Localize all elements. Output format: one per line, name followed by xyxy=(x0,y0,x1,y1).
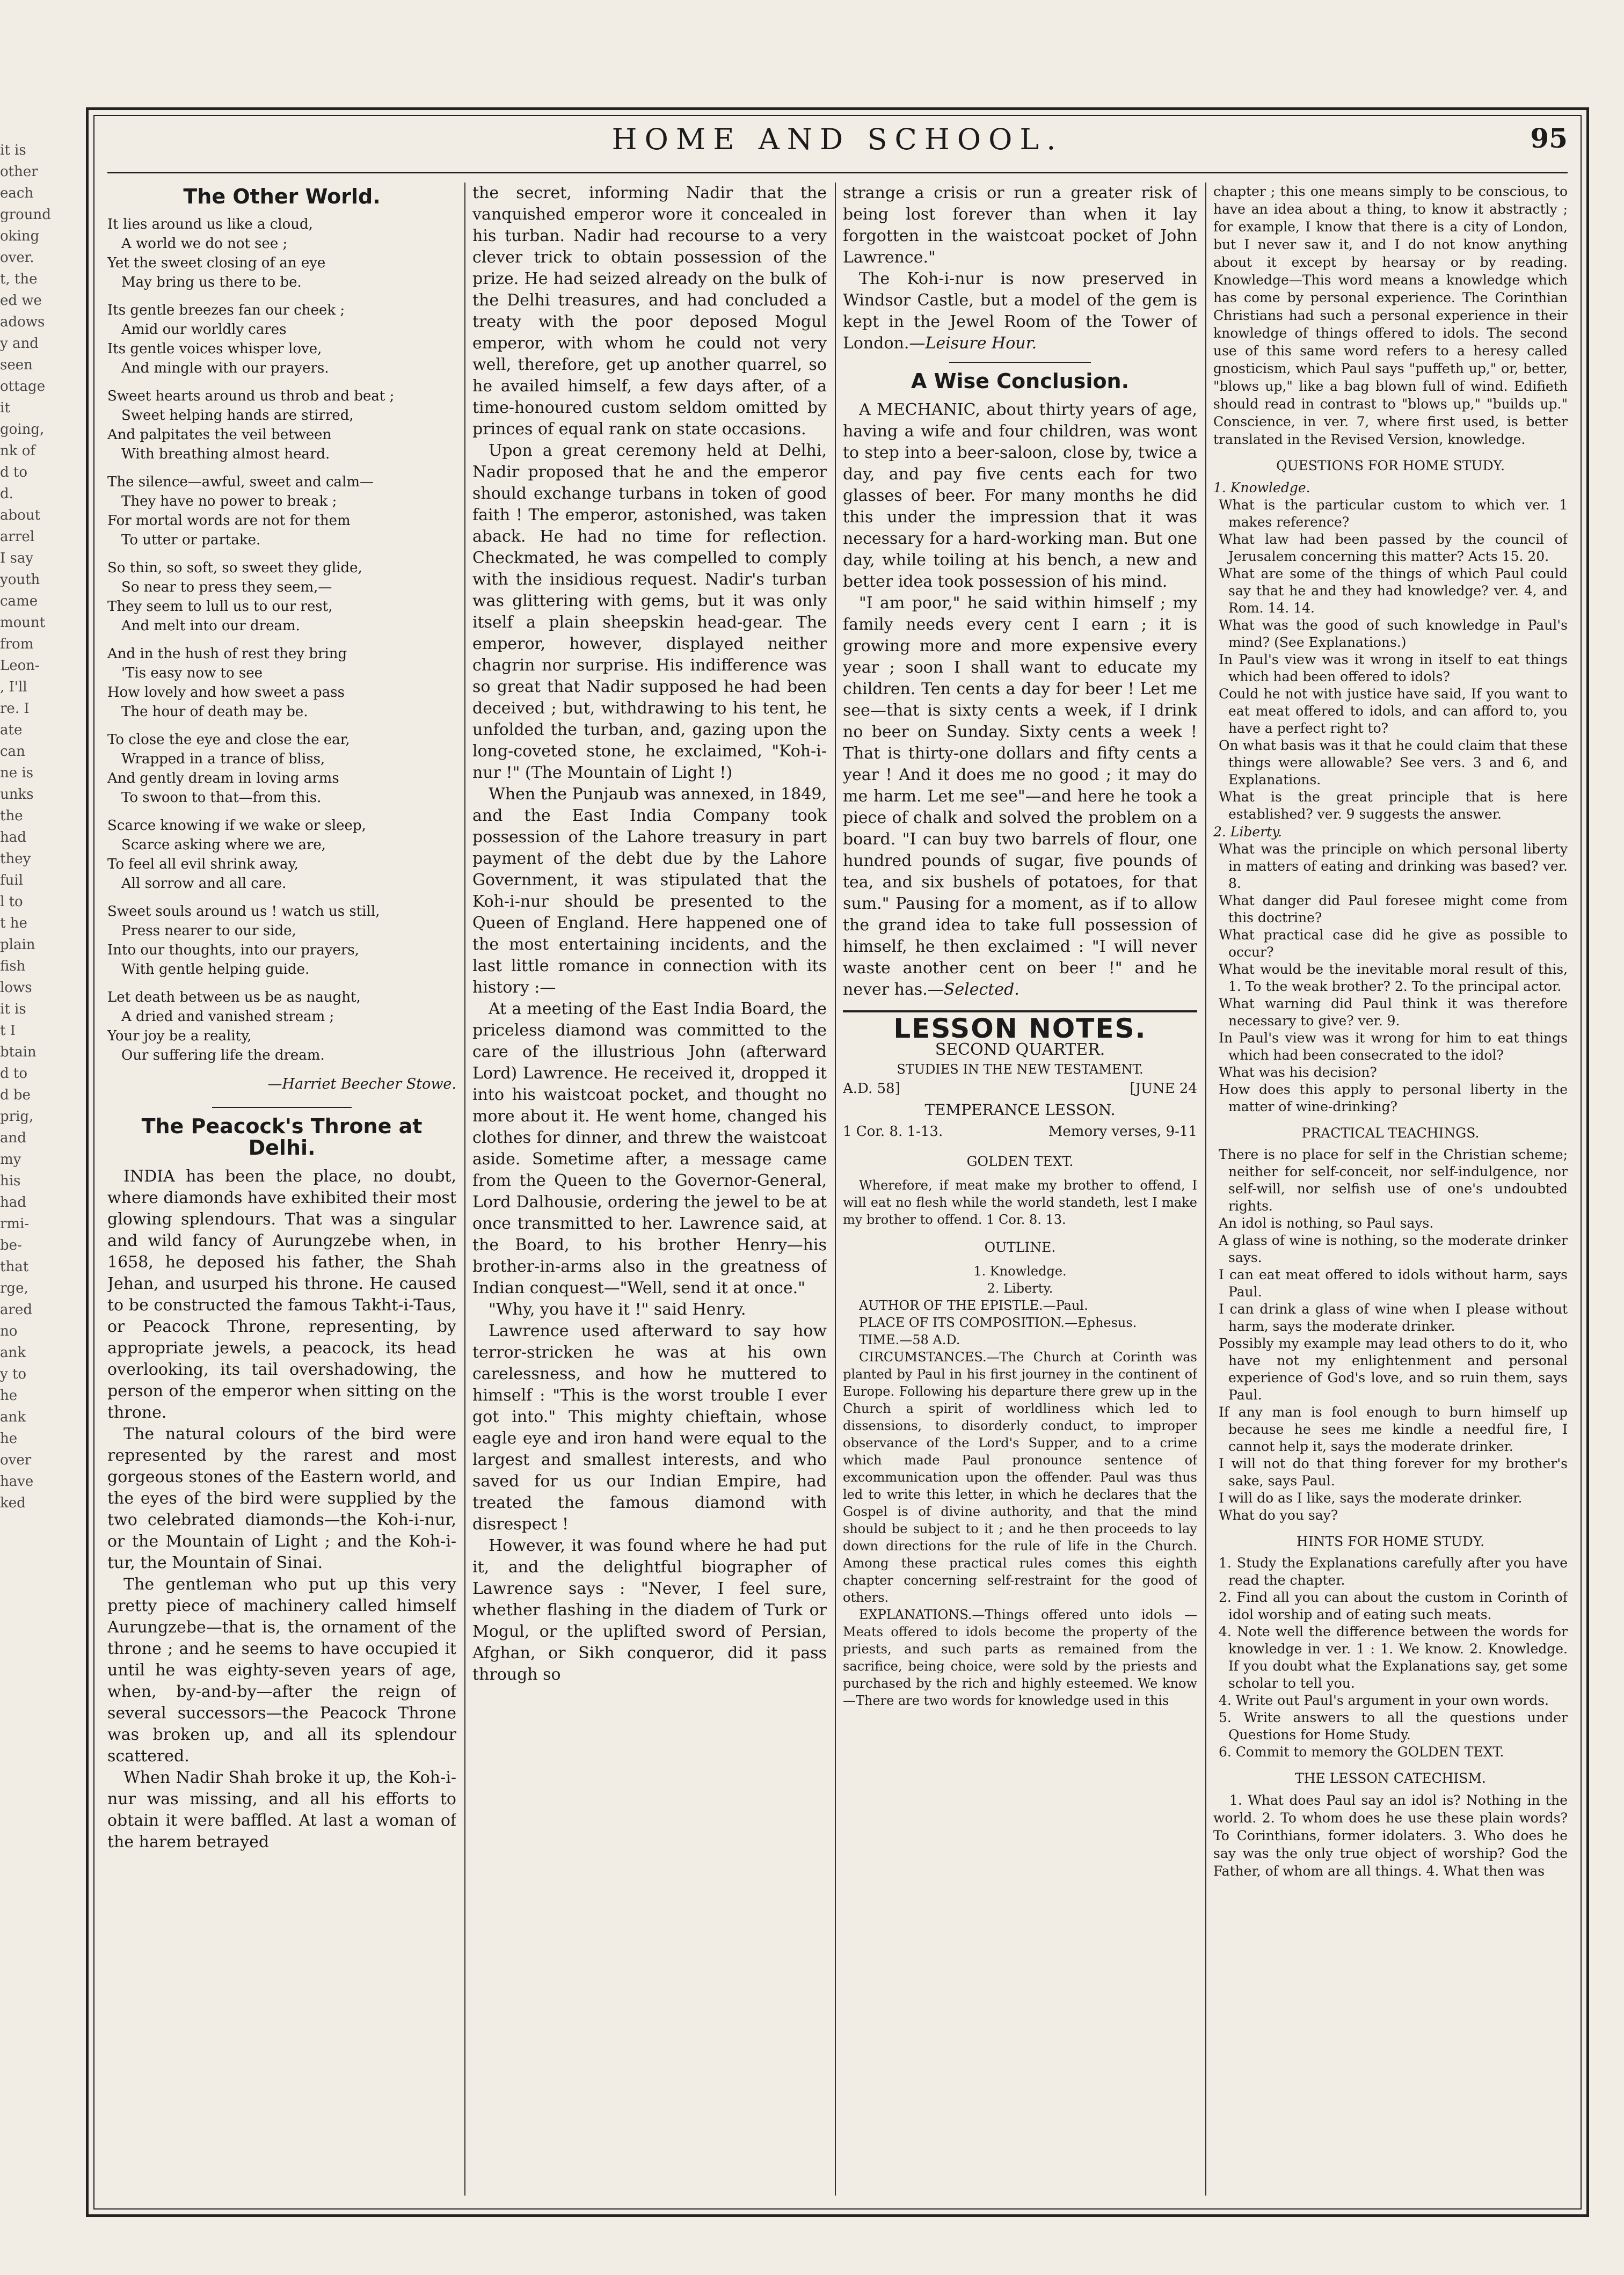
golden-text: Wherefore, if meat make my brother to offend, I will eat no flesh while the world standeth, lest I make my brother to offend. 1 Cor. 8. 13. xyxy=(843,1178,1197,1227)
outline-item: 2. Liberty. xyxy=(987,1281,1053,1296)
margin-fragment: from xyxy=(0,636,34,652)
poem-line: To swoon to that—from this. xyxy=(121,790,322,806)
poem-line: They seem to lull us to our rest, xyxy=(107,599,333,615)
margin-fragment: my xyxy=(0,1151,21,1168)
margin-fragment: Leon- xyxy=(0,658,40,674)
margin-fragment: his xyxy=(0,1173,21,1189)
paragraph: chapter ; this one means simply to be conscious, to have an idea about a thing, to know it abstractly ; for example, I know that there is a city of London, but I never saw it, and I do not know anything about it except by hearsay or by reading. Knowledge—This word means a knowledge which has come by personal experience. The Corinthian Christians had such a personal experience in their knowledge of things offered to idols. The second use of this same word refers to a heresy called gnosticism, which Paul says "puffeth up," or, better, "blows up," like a bag blown full of wind. Edifieth should read in contrast to "blows up," "builds up." Conscience, in ver. 7, where first used, is better translated in the Revised Version, knowledge. xyxy=(1213,184,1568,447)
page-header xyxy=(107,122,1568,165)
margin-fragment: be- xyxy=(0,1237,22,1253)
question-item: What law had been passed by the council of Jerusalem concerning this matter? Acts 15. 20. xyxy=(1219,531,1568,564)
question-item: What would be the inevitable moral result of this, 1. To the weak brother? 2. To the principal actor. xyxy=(1219,961,1568,994)
margin-fragment: had xyxy=(0,1194,26,1211)
poem-line: Scarce asking where we are, xyxy=(121,837,326,853)
poem-stanza xyxy=(107,644,456,721)
poem-line: Its gentle breezes fan our cheek ; xyxy=(107,302,345,318)
margin-fragment: rmi- xyxy=(0,1216,30,1232)
article-title-wise: A Wise Conclusion. xyxy=(911,369,1130,393)
poem-line: A world we do not see ; xyxy=(121,236,288,252)
poem-stanza xyxy=(107,472,456,550)
question-item: How does this apply to personal liberty in the matter of wine-drinking? xyxy=(1219,1082,1568,1114)
margin-fragment: and xyxy=(0,1130,26,1146)
page-number: 95 xyxy=(1530,122,1568,154)
margin-fragment: have xyxy=(0,1474,34,1490)
margin-fragment: d to xyxy=(0,464,28,480)
margin-fragment: oking xyxy=(0,228,40,244)
lesson-explanations: EXPLANATIONS.—Things offered unto idols —Meats offered to idols become the property of the priests, and such parts as remained from the sacrifice, being choice, were sold by the priests and purchased by the rich and highly esteemed. We know—There are two words for knowledge used in this xyxy=(843,1607,1197,1708)
margin-fragment: he xyxy=(0,1388,18,1404)
hint-item: 6. Commit to memory the GOLDEN TEXT. xyxy=(1219,1744,1504,1760)
column-divider xyxy=(1205,183,1206,2196)
poem-line: They have no power to break ; xyxy=(121,493,337,509)
question-item: What is the particular custom to which ver. 1 makes reference? xyxy=(1219,497,1568,530)
margin-fragment: over. xyxy=(0,250,34,266)
poem-line: Scarce knowing if we wake or sleep, xyxy=(107,818,366,834)
margin-fragment: ate xyxy=(0,722,23,738)
poem-line: Yet the sweet closing of an eye xyxy=(107,255,326,271)
poem-line: It lies around us like a cloud, xyxy=(107,216,313,232)
poem-line: And gently dream in loving arms xyxy=(107,770,339,786)
question-item: What practical case did he give as possible to occur? xyxy=(1219,927,1568,960)
lesson-title: LESSON NOTES. xyxy=(893,1013,1147,1044)
margin-fragment: going, xyxy=(0,421,45,438)
poem-line: The hour of death may be. xyxy=(121,704,308,720)
lesson-place: PLACE OF ITS COMPOSITION.—Ephesus. xyxy=(859,1315,1137,1330)
question-item: What are some of the things of which Paul could say that he and they had knowledge? ver. 4, and Rom. 14. 14. xyxy=(1219,566,1568,616)
poem-line: And in the hush of rest they bring xyxy=(107,646,347,662)
source-credit: —Leisure Hour. xyxy=(909,334,1037,353)
margin-fragment: ked xyxy=(0,1495,26,1511)
outline-item: 1. Knowledge. xyxy=(973,1264,1067,1279)
poem-stanza xyxy=(107,558,456,636)
margin-fragment: rge, xyxy=(0,1280,28,1296)
margin-fragment: that xyxy=(0,1259,29,1275)
poem-line: To feel all evil shrink away, xyxy=(107,856,298,872)
lesson-notes-box xyxy=(843,1010,1197,1709)
margin-fragment: had xyxy=(0,829,26,845)
question-item: Could he not with justice have said, If you want to eat meat offered to idols, and can afford to, you have a perfect right to? xyxy=(1219,686,1568,736)
margin-fragment: l to xyxy=(0,894,23,910)
hints-heading: HINTS FOR HOME STUDY. xyxy=(1296,1534,1485,1549)
practical-item: Possibly my example may lead others to do it, who have not my enlightenment and personal experience of God's love, and so ruin them, says Paul. xyxy=(1219,1336,1568,1403)
lesson-author: AUTHOR OF THE EPISTLE.—Paul. xyxy=(859,1298,1088,1313)
poem-stanza xyxy=(107,816,456,893)
practical-item: I will do as I like, says the moderate drinker. xyxy=(1219,1490,1523,1506)
lesson-ref-left: 1 Cor. 8. 1-13. xyxy=(843,1124,943,1140)
poem-line: A dried and vanished stream ; xyxy=(121,1009,334,1025)
margin-fragment: y and xyxy=(0,336,39,352)
poem-line: Sweet helping hands are stirred, xyxy=(121,407,354,424)
question-item: What was the good of such knowledge in Paul's mind? (See Explanations.) xyxy=(1219,617,1568,650)
question-item: What was his decision? xyxy=(1219,1064,1377,1080)
poem-line: Your joy be a reality, xyxy=(107,1028,252,1044)
hint-item: 2. Find all you can about the custom in Corinth of idol worship and of eating such meats. xyxy=(1219,1589,1568,1622)
poem-line: Our suffering life the dream. xyxy=(121,1047,325,1063)
poem-line: May bring us there to be. xyxy=(121,274,302,290)
margin-fragment: ottage xyxy=(0,378,46,395)
golden-text-heading: GOLDEN TEXT. xyxy=(966,1154,1074,1169)
margin-fragment: prig, xyxy=(0,1109,34,1125)
margin-fragment: t he xyxy=(0,915,27,931)
margin-fragment: unks xyxy=(0,786,34,803)
margin-fragment: ground xyxy=(0,207,51,223)
section-divider xyxy=(949,362,1091,363)
margin-fragment: plain xyxy=(0,937,35,953)
practical-item: I will not do that thing forever for my brother's sake, says Paul. xyxy=(1219,1456,1568,1489)
practical-item: What do you say? xyxy=(1219,1507,1338,1523)
margin-fragment: d to xyxy=(0,1066,28,1082)
margin-fragment: other xyxy=(0,164,38,180)
hint-item: 1. Study the Explanations carefully after you have read the chapter. xyxy=(1219,1555,1568,1588)
article-title-peacock: The Peacock's Throne at Delhi. xyxy=(141,1114,423,1160)
question-item: What warning did Paul think it was therefore necessary to give? ver. 9. xyxy=(1219,996,1568,1029)
paragraph: strange a crisis or run a greater risk of being lost forever than when it lay forgotten in the waistcoat pocket of John Lawrence." xyxy=(843,184,1197,267)
lesson-date-left: A.D. 58] xyxy=(843,1081,900,1097)
poem-stanza xyxy=(107,730,456,807)
margin-fragment: t, the xyxy=(0,271,38,287)
poem-line: For mortal words are not for them xyxy=(107,513,351,529)
lesson-ref-row xyxy=(843,1121,1197,1142)
margin-fragment: adows xyxy=(0,314,45,330)
hint-item: 4. Note well the difference between the words for knowledge in ver. 1 : 1. We know. 2. Knowledge. If you doubt what the Explanations say, get some scholar to tell you. xyxy=(1219,1624,1568,1691)
poem-line: How lovely and how sweet a pass xyxy=(107,684,345,701)
poem-line: To close the eye and close the ear, xyxy=(107,732,350,748)
poem-line: With breathing almost heard. xyxy=(121,446,330,462)
paragraph: Upon a great ceremony held at Delhi, Nadir proposed that he and the emperor should exchange turbans in token of good faith ! The emperor, astonished, was taken aback. He had no time for reflection. Checkmated, he was compelled to comply with the insidious request. Nadir's turban was glittering with gems, but it was only itself a plain sheepskin head-gear. The emperor, however, displayed neither chagrin nor surprise. His indifference was so great that Nadir supposed he had been deceived ; but, withdrawing to his tent, he unfolded the turban, and, gazing upon the long-coveted stone, he exclaimed, "Koh-i-nur !" (The Mountain of Light !) xyxy=(472,441,827,782)
margin-fragment: y to xyxy=(0,1366,27,1382)
paragraph: When the Punjaub was annexed, in 1849, and the East India Company took possession of the Lahore treasury in part payment of the debt due by the Lahore Government, it was stipulated that the Koh-i-nur should be presented to the Queen of England. Here happened one of the most entertaining incidents, and the last little romance in connection with its history :— xyxy=(472,785,827,997)
margin-fragment: d be xyxy=(0,1087,31,1103)
column-1 xyxy=(107,183,456,2196)
left-page-margin-fragments xyxy=(0,140,64,1514)
poem-stanza xyxy=(107,387,456,464)
header-rule xyxy=(107,172,1568,173)
newspaper-page xyxy=(86,107,1589,2217)
poem-body xyxy=(107,215,456,1065)
margin-fragment: , I'll xyxy=(0,679,27,695)
margin-fragment: the xyxy=(0,808,23,824)
poem-author: —Harriet Beecher Stowe. xyxy=(267,1076,456,1092)
lesson-time: TIME.—58 A.D. xyxy=(859,1332,960,1347)
poem-line: To utter or partake. xyxy=(121,532,261,548)
margin-fragment: ne is xyxy=(0,765,34,781)
question-item: What is the great principle that is here established? ver. 9 suggests the answer. xyxy=(1219,789,1568,822)
margin-fragment: mount xyxy=(0,615,46,631)
margin-fragment: about xyxy=(0,507,40,523)
margin-fragment: t I xyxy=(0,1023,16,1039)
column-divider xyxy=(835,183,836,2196)
catechism-text: 1. What does Paul say an idol is? Nothing in the world. 2. To whom does he use these plain words? To Corinthians, former idolaters. 3. Who does he say was the only true object of worship? God the Father, of whom are all things. 4. What then was xyxy=(1213,1792,1568,1879)
poem-line: And melt into our dream. xyxy=(121,618,300,634)
margin-fragment: can xyxy=(0,743,25,760)
practical-item: I can eat meat offered to idols without harm, says Paul. xyxy=(1219,1267,1568,1300)
margin-fragment: he xyxy=(0,1431,18,1447)
paragraph: the secret, informing Nadir that the vanquished emperor wore it concealed in his turban. Nadir had recourse to a very clever trick to obtain possession of the prize. He had seized already on the bulk of the Delhi treasures, and had concluded a treaty with the poor deposed Mogul emperor, with whom he could not very well, therefore, get up another quarrel, so he availed himself, a few days after, of a time-honoured custom seldom omitted by princes of equal rank on state occasions. xyxy=(472,184,827,439)
poem-stanza xyxy=(107,988,456,1065)
margin-fragment: ed we xyxy=(0,293,42,309)
margin-fragment: fuil xyxy=(0,872,23,888)
paragraph: Lawrence used afterward to say how terror-stricken he was at his own carelessness, and how he muttered to himself : "This is the worst trouble I ever got into." This mighty chieftain, whose eagle eye and iron hand were equal to the largest and smallest interests, and who saved for us our Indian Empire, had treated the famous diamond with disrespect ! xyxy=(472,1322,827,1534)
poem-line: Sweet hearts around us throb and beat ; xyxy=(107,388,395,404)
paragraph: However, it was found where he had put it, and the delightful biographer of Lawrence says : "Never, I feel sure, whether flashing in the diadem of Turk or Mogul, or the uplifted sword of Persian, Afghan, or Sikh conqueror, did it pass through so xyxy=(472,1536,827,1684)
lesson-name: TEMPERANCE LESSON. xyxy=(924,1101,1116,1119)
poem-line: Wrapped in a trance of bliss, xyxy=(121,751,325,767)
article-body-peacock xyxy=(107,1166,456,1853)
column-4 xyxy=(1213,183,1568,2196)
margin-fragment: I say xyxy=(0,550,34,566)
poem-line: So thin, so soft, so sweet they glide, xyxy=(107,560,362,576)
poem-line: Press nearer to our side, xyxy=(121,923,296,939)
poem-line: With gentle helping guide. xyxy=(121,961,310,978)
paragraph xyxy=(843,593,1197,1001)
questions-heading: QUESTIONS FOR HOME STUDY. xyxy=(1276,458,1505,473)
margin-fragment: came xyxy=(0,593,38,609)
margin-fragment: youth xyxy=(0,572,40,588)
question-list xyxy=(1213,841,1568,1115)
paragraph: A MECHANIC, about thirty years of age, having a wife and four children, was wont to step into a beer-saloon, close by, twice a day, and pay five cents each for two glasses of beer. For many months he did this under the impression that it was necessary for a hard-working man. But one day, while toiling at his bench, a new and better idea took possession of his mind. xyxy=(843,400,1197,591)
margin-fragment: ank xyxy=(0,1345,26,1361)
practical-list xyxy=(1213,1146,1568,1524)
margin-fragment: ared xyxy=(0,1302,32,1318)
margin-fragment: it is xyxy=(0,142,26,158)
paragraph: "Why, you have it !" said Henry. xyxy=(489,1300,746,1319)
question-item: On what basis was it that he could claim that these things were allowable? See vers. 3 and 6, and Explanations. xyxy=(1219,738,1568,788)
poem-title: The Other World. xyxy=(183,185,381,208)
paragraph: The natural colours of the bird were represented by the rarest and most gorgeous stones of the Eastern world, and the eyes of the bird were supplied by the two celebrated diamonds—the Koh-i-nur, or the Mountain of Light ; and the Koh-i-tur, the Mountain of Sinai. xyxy=(107,1425,456,1572)
margin-fragment: they xyxy=(0,851,31,867)
poem-line: And palpitates the veil between xyxy=(107,427,332,443)
column-2 xyxy=(472,183,827,2196)
poem-line: Its gentle voices whisper love, xyxy=(107,341,322,357)
lesson-studies: STUDIES IN THE NEW TESTAMENT. xyxy=(897,1062,1144,1077)
hint-item: 4. Write out Paul's argument in your own words. xyxy=(1219,1693,1549,1708)
lesson-circumstances: CIRCUMSTANCES.—The Church at Corinth was planted by Paul in his first journey in the continent of Europe. Following his departure there grew up in the Church a spirit of worldliness which led to dissensions, to disorderly conduct, to improper observance of the Lord's Supper, and to a crime which made Paul pronounce sentence of excommunication upon the offender. Paul was thus led to write this letter, in which he declares that the Gospel is of divine authority, and that the mind should be subject to it ; and he then proceeds to lay down directions for the rule of life in the Church. Among these practical rules comes this eighth chapter concerning self-restraint for the good of others. xyxy=(843,1350,1197,1605)
paragraph: At a meeting of the East India Board, the priceless diamond was committed to the care of the illustrious John (afterward Lord) Lawrence. He received it, dropped it into his waistcoat pocket, and thought no more about it. He went home, changed his clothes for dinner, and threw the waistcoat aside. Sometime after, a message came from the Queen to the Governor-General, Lord Dalhousie, ordering the jewel to be at once transmitted to her. Lawrence said, at the Board, to his brother Henry—his brother-in-arms also in the greatness of Indian conquest—"Well, send it at once." xyxy=(472,1000,827,1297)
practical-item: An idol is nothing, so Paul says. xyxy=(1219,1215,1434,1231)
margin-fragment: arrel xyxy=(0,529,35,545)
hints-list xyxy=(1213,1555,1568,1761)
practical-heading: PRACTICAL TEACHINGS. xyxy=(1301,1125,1480,1141)
column-divider xyxy=(464,183,465,2196)
question-item: In Paul's view was it wrong in itself to eat things which had been offered to idols? xyxy=(1219,652,1568,684)
margin-fragment: it xyxy=(0,400,10,416)
poem-line: 'Tis easy now to see xyxy=(121,665,263,681)
column-3 xyxy=(843,183,1197,2196)
poem-stanza xyxy=(107,301,456,378)
outline-heading: OUTLINE. xyxy=(984,1239,1056,1255)
paragraph-text: "I am poor," he said within himself ; my family needs every cent I earn ; it is growing more and more expensive every year ; soon I shall want to educate my children. Ten cents a day for beer ! Let me see—that is sixty cents a week, if I drink no beer on Sunday. Sixty cents a week ! That is thirty-one dollars and fifty cents a year ! And it does me no good ; it may do me harm. Let me see"—and here he took a piece of chalk and solved the problem on a board. "I can buy two barrels of flour, one hundred pounds of sugar, five pounds of tea, and six bushels of potatoes, for that sum." Pausing for a moment, as if to allow the grand idea to take full possession of himself, he then exclaimed : "I will never waste another cent on beer !" and he never has. xyxy=(843,594,1197,999)
poem-line: All sorrow and all care. xyxy=(121,876,287,892)
question-item: What danger did Paul foresee might come from this doctrine? xyxy=(1219,893,1568,925)
margin-fragment: btain xyxy=(0,1044,37,1060)
practical-item: There is no place for self in the Christian scheme; neither for self-conceit, nor self-indulgence, nor self-will, nor selfish use of one's undoubted rights. xyxy=(1219,1147,1568,1214)
lesson-quarter: SECOND QUARTER. xyxy=(935,1040,1105,1059)
questions-subhead: 2. Liberty. xyxy=(1213,824,1282,840)
margin-fragment: each xyxy=(0,185,34,201)
margin-fragment: nk of xyxy=(0,443,36,459)
question-item: What was the principle on which personal liberty in matters of eating and drinking was based? ver. 8. xyxy=(1219,841,1568,891)
paragraph-text: The Koh-i-nur is now preserved in Windsor Castle, but a model of the gem is kept in the Jewel Room of the Tower of London. xyxy=(843,269,1197,353)
paragraph: INDIA has been the place, no doubt, where diamonds have exhibited their most glowing splendours. That was a singular and wild fancy of Aurungzebe when, in 1658, he deposed his father, the Shah Jehan, and usurped his throne. He caused to be constructed the famous Takht-i-Taus, or Peacock Throne, representing, by appropriate jewels, a peacock, its head overlooking, its tail overshadowing, the person of the emperor when sitting on the throne. xyxy=(107,1167,456,1422)
margin-fragment: ank xyxy=(0,1409,26,1425)
masthead-title: HOME AND SCHOOL. xyxy=(611,122,1064,156)
poem-stanza xyxy=(107,215,456,292)
lesson-ref-right: Memory verses, 9-11 xyxy=(1048,1124,1197,1140)
margin-fragment: it is xyxy=(0,1001,26,1017)
poem-line: Amid our worldly cares xyxy=(121,322,287,338)
questions-subhead: 1. Knowledge. xyxy=(1213,480,1310,495)
margin-fragment: re. I xyxy=(0,701,30,717)
practical-item: A glass of wine is nothing, so the moderate drinker says. xyxy=(1219,1233,1568,1265)
practical-item: If any man is fool enough to burn himself up because he sees me kindle a needful fire, I cannot help it, says the moderate drinker. xyxy=(1219,1404,1568,1454)
paragraph: The gentleman who put up this very pretty piece of machinery called himself Aurungzebe—that is, the ornament of the throne ; and he seems to have occupied it until he was eighty-seven years of age, when, by-and-by—after the reign of several successors—the Peacock Throne was broken up, and all its splendour scattered. xyxy=(107,1575,456,1766)
margin-fragment: over xyxy=(0,1452,32,1468)
poem-line: The silence—awful, sweet and calm— xyxy=(107,474,374,490)
catechism-heading: THE LESSON CATECHISM. xyxy=(1295,1770,1486,1786)
margin-fragment: no xyxy=(0,1323,18,1339)
margin-fragment: lows xyxy=(0,980,32,996)
poem-line: Sweet souls around us ! watch us still, xyxy=(107,903,380,920)
section-divider xyxy=(212,1107,352,1108)
poem-line: So near to press they seem,— xyxy=(121,579,332,595)
poem-line: Into our thoughts, into our prayers, xyxy=(107,942,359,958)
poem-line: Let death between us be as naught, xyxy=(107,989,361,1005)
question-item: In Paul's view was it wrong for him to eat things which had been consecrated to the idol? xyxy=(1219,1030,1568,1063)
margin-fragment: seen xyxy=(0,357,33,373)
poem-line: And mingle with our prayers. xyxy=(121,360,329,376)
question-list xyxy=(1213,497,1568,823)
margin-fragment: fish xyxy=(0,958,26,974)
margin-fragment: d. xyxy=(0,486,13,502)
poem-stanza xyxy=(107,902,456,979)
source-credit: —Selected. xyxy=(927,980,1019,999)
lesson-date-row xyxy=(843,1078,1197,1099)
lesson-date-right: [JUNE 24 xyxy=(1130,1081,1197,1097)
practical-item: I can drink a glass of wine when I please without harm, says the moderate drinker. xyxy=(1219,1301,1568,1334)
hint-item: 5. Write answers to all the questions under Questions for Home Study. xyxy=(1219,1710,1568,1742)
paragraph: When Nadir Shah broke it up, the Koh-i-nur was missing, and all his efforts to obtain it were baffled. At last a woman of the harem betrayed xyxy=(107,1768,456,1851)
paragraph xyxy=(843,268,1197,354)
